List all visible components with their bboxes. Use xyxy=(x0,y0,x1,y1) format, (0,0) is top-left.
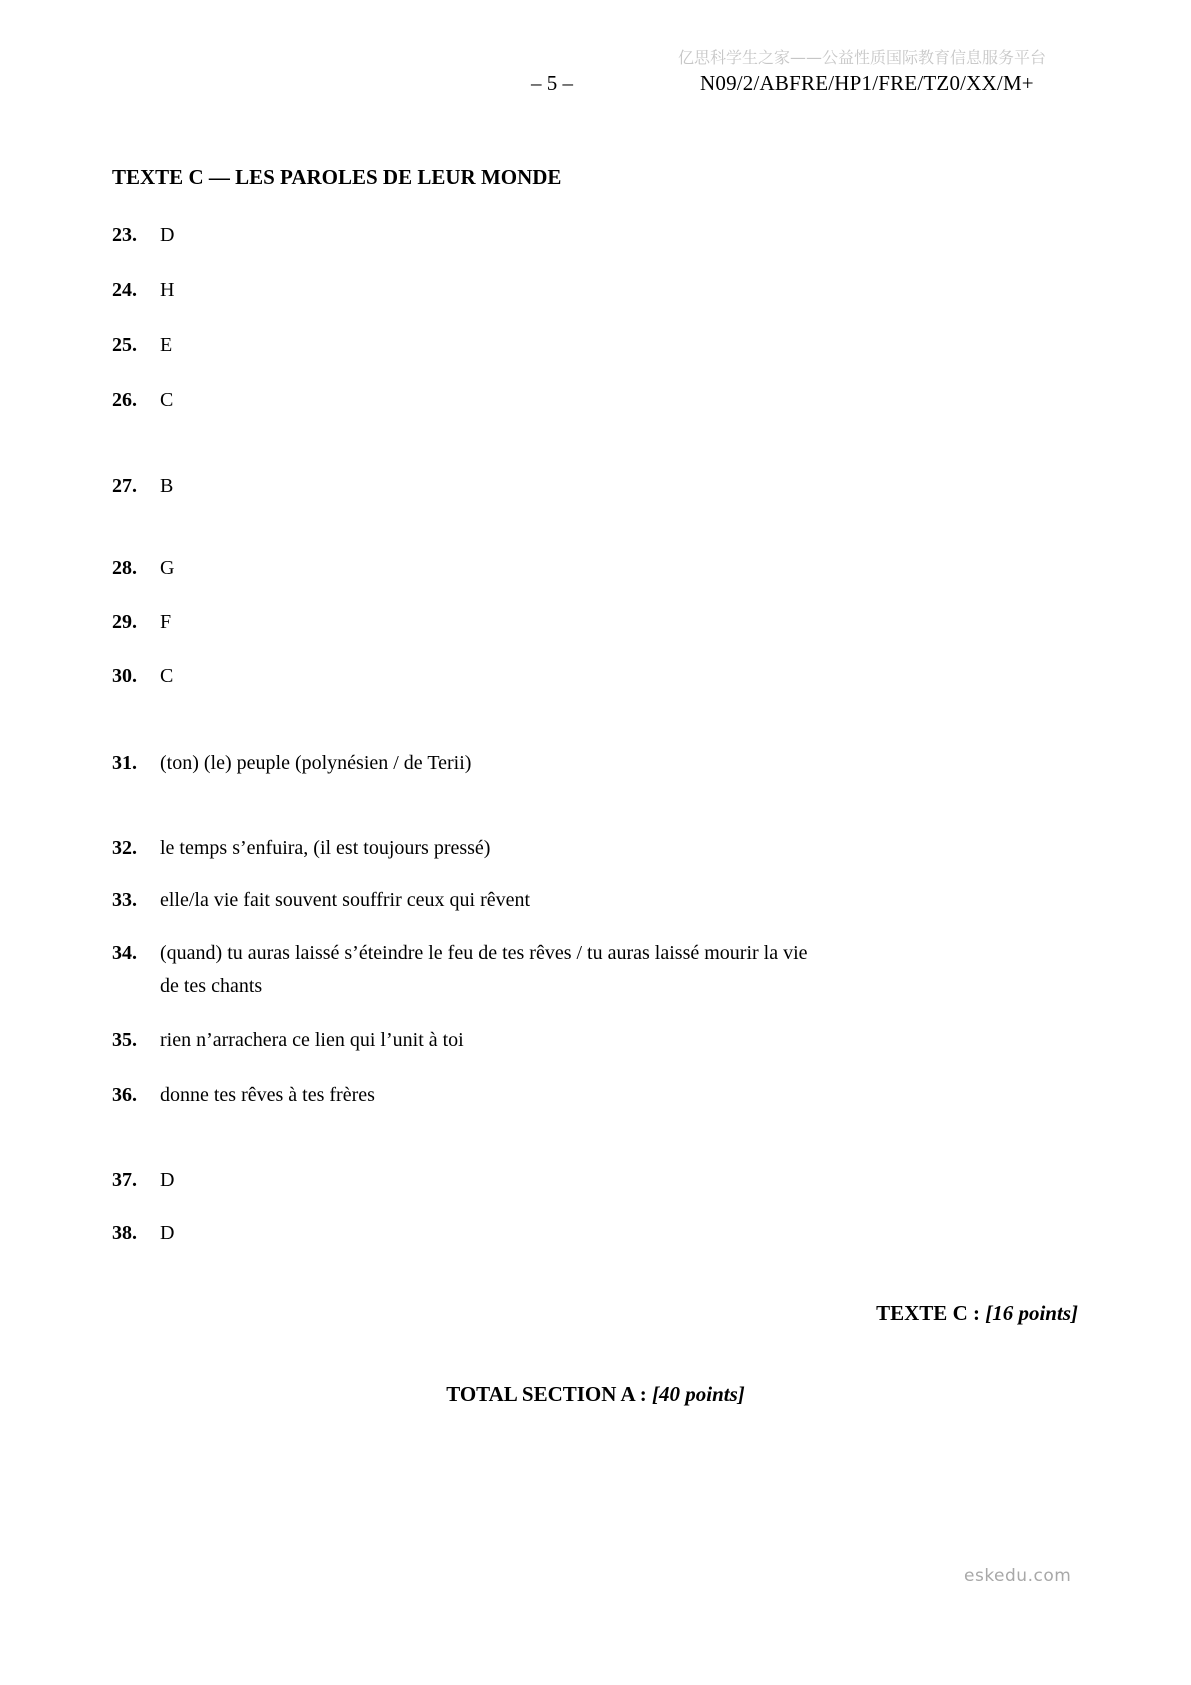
answer-text: G xyxy=(160,557,175,579)
answer-row-35 xyxy=(112,1028,464,1053)
question-number: 38. xyxy=(112,1222,137,1244)
answer-text: D xyxy=(160,224,175,246)
question-number: 34. xyxy=(112,942,137,964)
texte-c-total-points: [16 points] xyxy=(985,1301,1078,1325)
question-number: 25. xyxy=(112,334,137,356)
paper-code: N09/2/ABFRE/HP1/FRE/TZ0/XX/M+ xyxy=(700,71,1034,95)
answer-text: C xyxy=(160,665,174,687)
question-number: 37. xyxy=(112,1169,137,1191)
answer-row-34 xyxy=(112,941,808,999)
chinese-watermark: 亿思科学生之家——公益性质国际教育信息服务平台 xyxy=(678,48,1047,67)
answer-row-28 xyxy=(112,556,174,581)
answer-text xyxy=(160,941,808,999)
question-number: 36. xyxy=(112,1084,137,1106)
answer-text: D xyxy=(160,1169,175,1191)
question-number: 23. xyxy=(112,224,137,246)
answer-row-29 xyxy=(112,610,171,635)
question-number: 27. xyxy=(112,475,137,497)
answer-text: C xyxy=(160,389,174,411)
answer-row-26 xyxy=(112,388,173,413)
question-number: 29. xyxy=(112,611,137,633)
question-number: 33. xyxy=(112,889,137,911)
answer-row-27 xyxy=(112,474,173,499)
answer-text: D xyxy=(160,1222,175,1244)
answer-text: H xyxy=(160,279,175,301)
site-watermark: eskedu.com xyxy=(964,1566,1072,1586)
answer-row-32 xyxy=(112,836,490,861)
texte-c-total xyxy=(876,1301,1078,1326)
answer-row-33 xyxy=(112,888,530,913)
question-number: 26. xyxy=(112,389,137,411)
answer-text: (ton) (le) peuple (polynésien / de Terii) xyxy=(160,752,472,774)
page-number: – 5 – xyxy=(531,71,573,95)
answer-text-line1: (quand) tu auras laissé s’éteindre le feu de tes rêves / tu auras laissé mourir la vie xyxy=(160,942,808,964)
question-number: 30. xyxy=(112,665,137,687)
question-number: 32. xyxy=(112,837,137,859)
answer-text: rien n’arrachera ce lien qui l’unit à toi xyxy=(160,1029,464,1051)
answer-text-line2: de tes chants xyxy=(160,975,263,997)
answer-row-37 xyxy=(112,1168,174,1193)
answer-row-36 xyxy=(112,1083,375,1108)
answer-row-38 xyxy=(112,1221,174,1246)
answer-row-23 xyxy=(112,223,174,248)
answer-text: F xyxy=(160,611,172,633)
section-a-total-label: TOTAL SECTION A : xyxy=(446,1382,647,1406)
answer-row-31 xyxy=(112,751,471,776)
question-number: 28. xyxy=(112,557,137,579)
answer-row-24 xyxy=(112,278,174,303)
texte-c-total-label: TEXTE C : xyxy=(876,1301,980,1325)
question-number: 24. xyxy=(112,279,137,301)
section-a-total-points: [40 points] xyxy=(652,1382,745,1406)
question-number: 35. xyxy=(112,1029,137,1051)
answer-text: elle/la vie fait souvent souffrir ceux qui rêvent xyxy=(160,889,531,911)
answer-text: E xyxy=(160,334,173,356)
question-number: 31. xyxy=(112,752,137,774)
answer-text: donne tes rêves à tes frères xyxy=(160,1084,375,1106)
answer-text: B xyxy=(160,475,174,497)
answer-text: le temps s’enfuira, (il est toujours pressé) xyxy=(160,837,491,859)
section-title: TEXTE C — LES PAROLES DE LEUR MONDE xyxy=(112,165,562,189)
answer-row-25 xyxy=(112,333,172,358)
section-a-total xyxy=(0,1382,1191,1407)
answer-row-30 xyxy=(112,664,173,689)
